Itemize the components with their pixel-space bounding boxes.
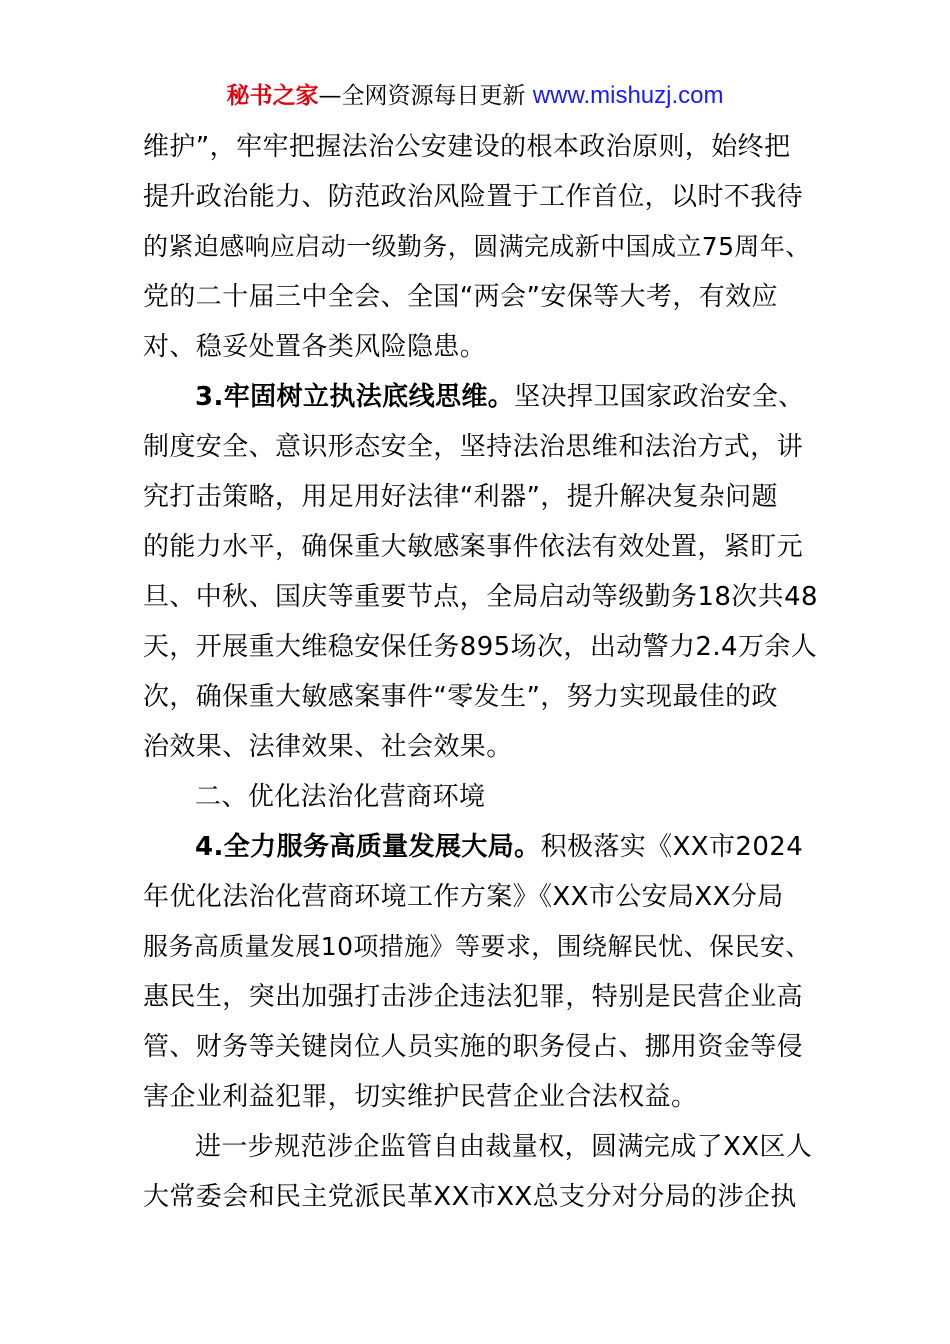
text-line: 究打击策略，用足用好法律“利器”，提升解决复杂问题 xyxy=(143,482,778,512)
text-line: 进一步规范涉企监管自由裁量权，圆满完成了XX区人 xyxy=(195,1132,813,1162)
text-line: 治效果、法律效果、社会效果。 xyxy=(143,732,513,762)
document-body xyxy=(143,122,823,1222)
section-4-first-line xyxy=(143,822,823,872)
text-line: 维护”，牢牢把握法治公安建设的根本政治原则，始终把 xyxy=(143,132,791,162)
text-line: 服务高质量发展10项措施》等要求，围绕解民忧、保民安、 xyxy=(143,932,811,961)
text-line: 旦、中秋、国庆等重要节点，全局启动等级勤务18次共48 xyxy=(143,582,818,612)
text-line: 管、财务等关键岗位人员实施的职务侵占、挪用资金等侵 xyxy=(143,1032,804,1062)
section-3-first-line xyxy=(143,372,823,422)
text-line: 提升政治能力、防范政治风险置于工作首位，以时不我待 xyxy=(143,182,804,212)
text-line: 次，确保重大敏感案事件“零发生”，努力实现最佳的政 xyxy=(143,682,778,712)
section-4-heading: 4.全力服务高质量发展大局。 xyxy=(195,832,541,862)
section-4-text: 积极落实《XX市2024 xyxy=(540,832,804,862)
text-line: 害企业利益犯罪，切实维护民营企业合法权益。 xyxy=(143,1082,698,1112)
site-url-link[interactable]: www.mishuzj.com xyxy=(532,82,724,109)
text-line: 对、稳妥处置各类风险隐患。 xyxy=(143,332,487,362)
part-two-heading: 二、优化法治化营商环境 xyxy=(195,782,486,812)
text-line: 年优化法治化营商环境工作方案》《XX市公安局XX分局 xyxy=(143,882,784,912)
text-line: 的能力水平，确保重大敏感案事件依法有效处置，紧盯元 xyxy=(143,532,804,562)
text-line: 天，开展重大维稳安保任务895场次，出动警力2.4万余人 xyxy=(143,632,818,662)
text-line: 制度安全、意识形态安全，坚持法治思维和法治方式，讲 xyxy=(143,432,804,462)
section-3-text: 坚决捍卫国家政治安全、 xyxy=(514,382,805,412)
site-brand: 秘书之家 xyxy=(226,83,319,109)
text-line: 党的二十届三中全会、全国“两会”安保等大考，有效应 xyxy=(143,282,778,312)
text-line: 惠民生，突出加强打击涉企违法犯罪，特别是民营企业高 xyxy=(143,982,804,1012)
section-3-heading: 3.牢固树立执法底线思维。 xyxy=(195,382,515,412)
text-line: 大常委会和民主党派民革XX市XX总支分对分局的涉企执 xyxy=(143,1182,797,1212)
page-header xyxy=(0,80,950,112)
text-line: 的紧迫感响应启动一级勤务，圆满完成新中国成立75周年、 xyxy=(143,232,811,261)
site-tagline: —全网资源每日更新 xyxy=(318,83,533,109)
